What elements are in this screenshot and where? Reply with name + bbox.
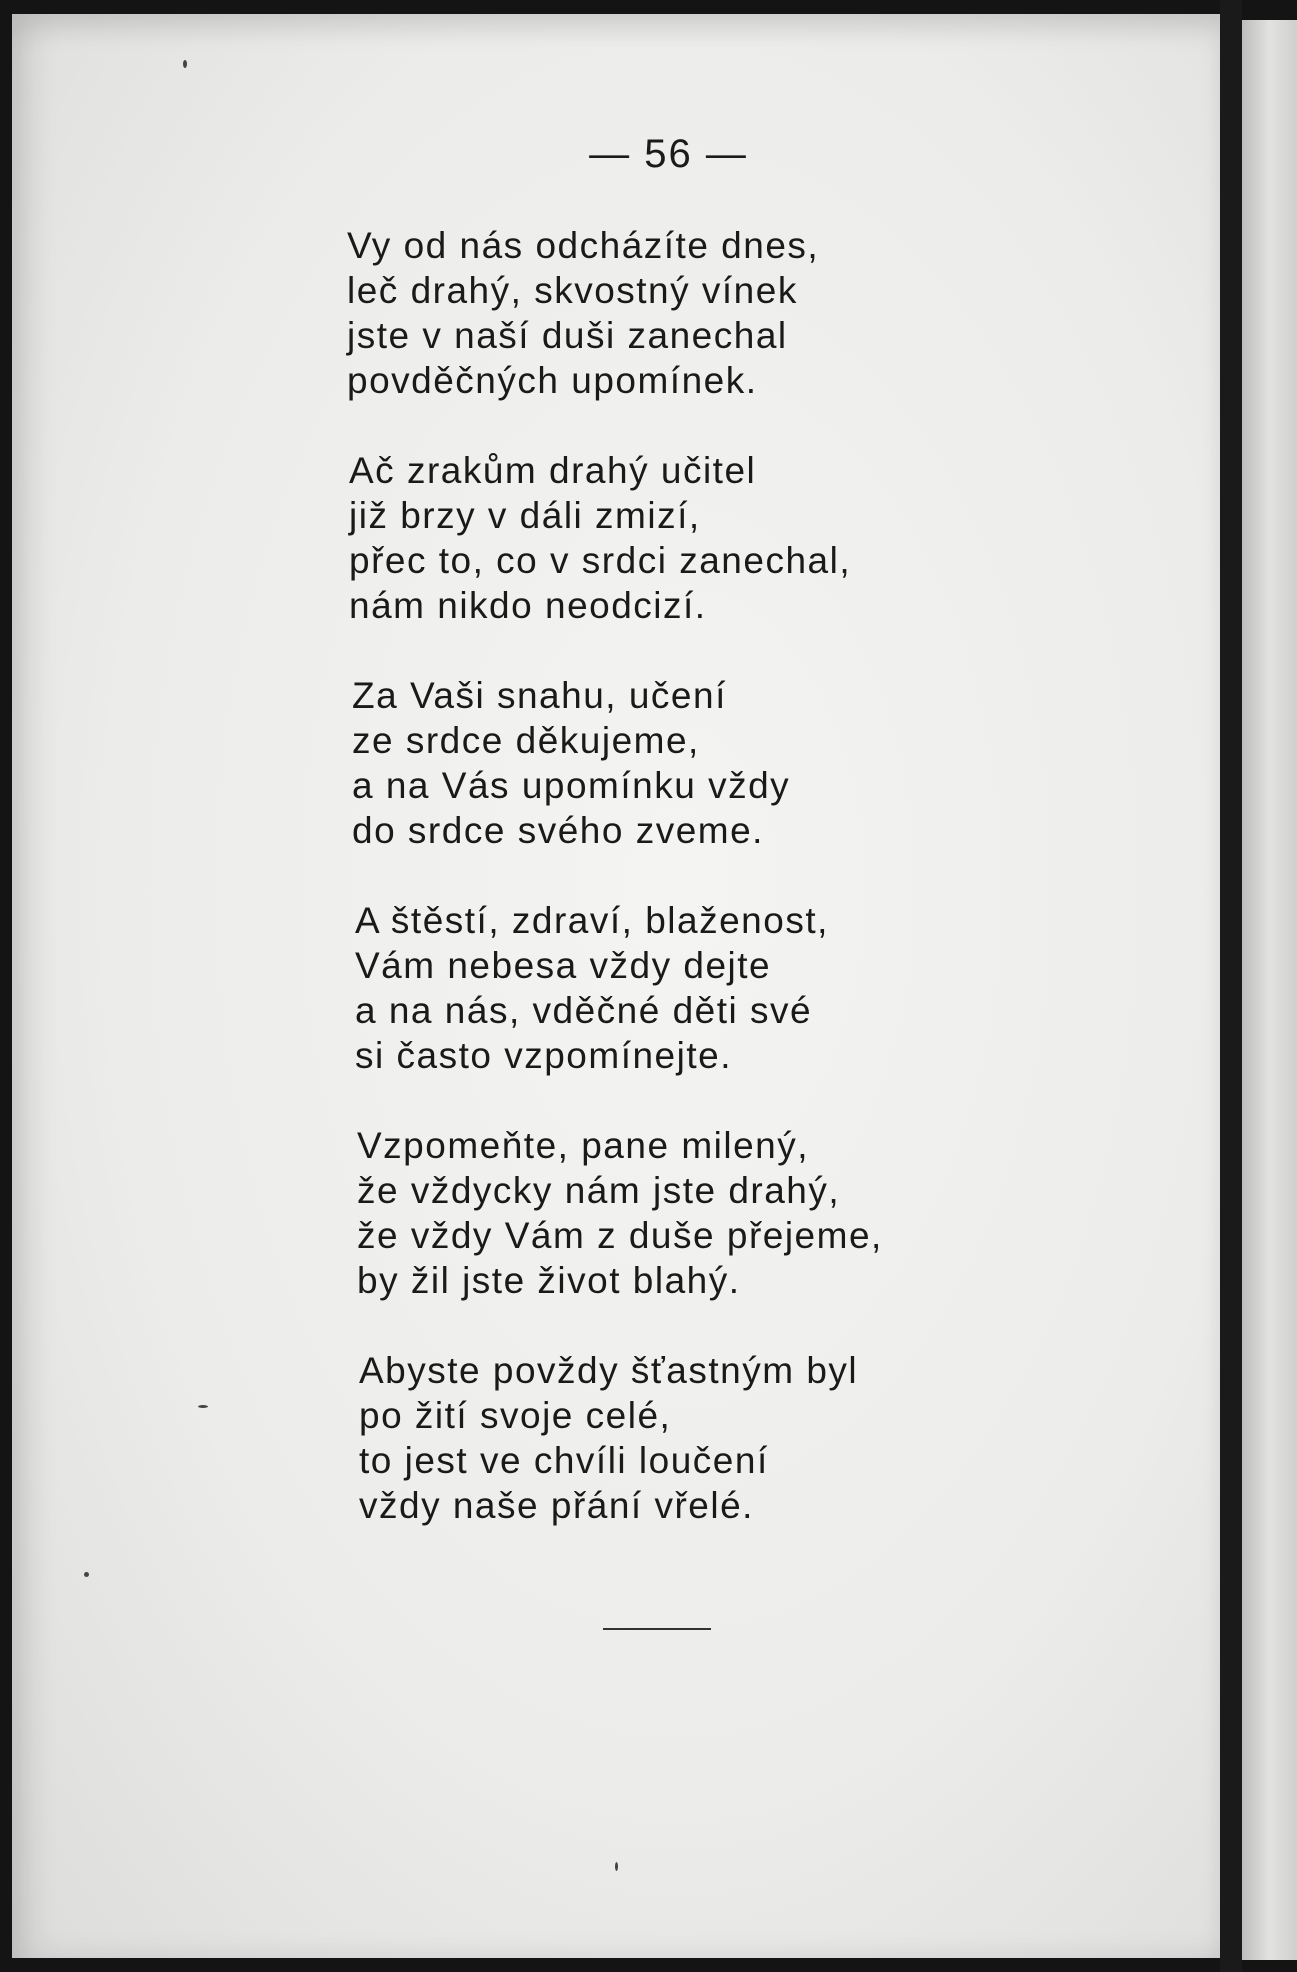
paper-speck <box>198 1405 208 1408</box>
paper-speck <box>183 60 187 68</box>
poem-line: že vždycky nám jste drahý, <box>357 1170 841 1211</box>
poem-line: do srdce svého zveme. <box>352 810 764 851</box>
stanza-2 <box>349 448 1007 628</box>
poem-line: že vždy Vám z duše přejeme, <box>357 1215 883 1256</box>
poem-line: Vzpomeňte, pane milený, <box>357 1125 810 1166</box>
poem-line: povděčných upomínek. <box>347 360 758 401</box>
adjacent-page-edge <box>1242 20 1297 1960</box>
poem-line: ze srdce děkujeme, <box>352 720 700 761</box>
stanza-6 <box>359 1348 1007 1528</box>
end-rule <box>603 1628 711 1630</box>
poem-line: Abyste povždy šťastným byl <box>359 1350 859 1391</box>
stanza-4 <box>355 898 1007 1078</box>
stanza-5 <box>357 1123 1007 1303</box>
poem-line: leč drahý, skvostný vínek <box>347 270 798 311</box>
poem-line: by žil jste život blahý. <box>357 1260 741 1301</box>
poem-line: Ač zrakům drahý učitel <box>349 450 757 491</box>
paper-speck <box>615 1862 618 1871</box>
poem-line: a na Vás upomínku vždy <box>352 765 791 806</box>
poem-line: nám nikdo neodcizí. <box>349 585 707 626</box>
poem-line: po žití svoje celé, <box>359 1395 672 1436</box>
paper-speck <box>84 1572 89 1577</box>
poem-line: Vám nebesa vždy dejte <box>355 945 772 986</box>
stanza-1 <box>347 223 1007 403</box>
poem-line: vždy naše přání vřelé. <box>359 1485 754 1526</box>
poem-line: si často vzpomínejte. <box>355 1035 732 1076</box>
poem-line: to jest ve chvíli loučení <box>359 1440 769 1481</box>
poem-line: přec to, co v srdci zanechal, <box>349 540 852 581</box>
poem-line: již brzy v dáli zmizí, <box>349 495 701 536</box>
poem-line: Za Vaši snahu, učení <box>352 675 727 716</box>
poem-line: a na nás, vděčné děti své <box>355 990 813 1031</box>
page-number: — 56 — <box>589 132 748 176</box>
poem-line: jste v naší duši zanechal <box>347 315 788 356</box>
poem-line: A štěstí, zdraví, blaženost, <box>355 900 829 941</box>
poem-line: Vy od nás odcházíte dnes, <box>347 225 820 266</box>
book-gutter-shadow <box>1220 0 1242 1972</box>
poem <box>347 223 1007 1573</box>
stanza-3 <box>352 673 1007 853</box>
